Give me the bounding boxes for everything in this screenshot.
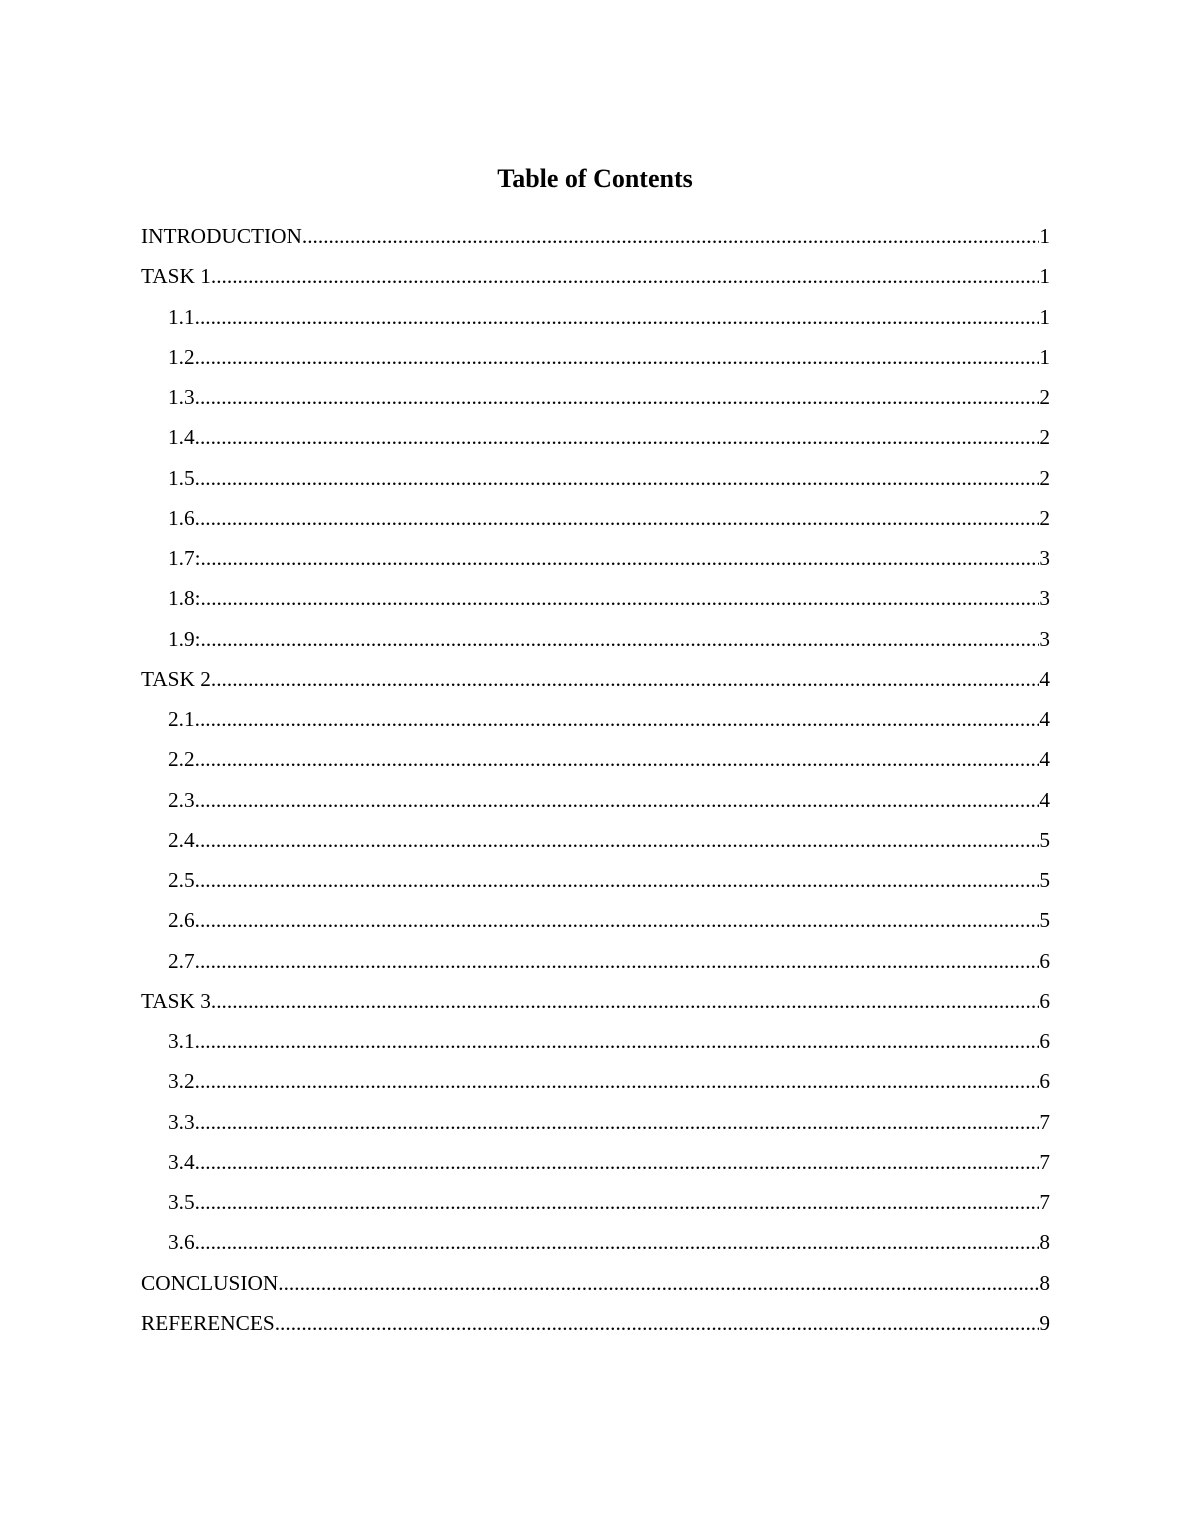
toc-dot-leader xyxy=(195,902,1040,938)
toc-entry-page-number: 2 xyxy=(1039,385,1050,409)
toc-entry[interactable] xyxy=(141,379,1050,419)
toc-entry[interactable] xyxy=(141,580,1050,620)
toc-entry-label: TASK 2 xyxy=(141,666,211,691)
toc-entry[interactable] xyxy=(141,299,1050,339)
page-title: Table of Contents xyxy=(497,164,693,193)
toc-entry[interactable] xyxy=(141,1063,1050,1103)
toc-entry-page-number: 5 xyxy=(1039,827,1050,852)
toc-entry-label: 1.3 xyxy=(168,385,195,409)
toc-entry-label: REFERENCES xyxy=(141,1310,275,1335)
toc-entry-page-number: 6 xyxy=(1039,1069,1050,1094)
toc-dot-leader xyxy=(195,339,1040,375)
toc-entry-page-number: 4 xyxy=(1039,707,1050,731)
toc-dot-leader xyxy=(195,862,1040,898)
toc-entry-page-number: 5 xyxy=(1039,868,1050,892)
toc-dot-leader xyxy=(201,621,1040,657)
toc-entry[interactable] xyxy=(141,902,1050,942)
toc-dot-leader xyxy=(195,1023,1040,1059)
toc-entry-page-number: 1 xyxy=(1039,264,1050,289)
toc-entry-page-number: 7 xyxy=(1039,1109,1050,1134)
toc-entry[interactable] xyxy=(141,1184,1050,1224)
toc-dot-leader xyxy=(195,741,1040,777)
toc-entry-page-number: 6 xyxy=(1039,948,1050,973)
toc-dot-leader xyxy=(195,943,1040,979)
toc-dot-leader xyxy=(195,701,1040,737)
toc-entry-label: 3.2 xyxy=(168,1069,195,1094)
toc-entry-page-number: 7 xyxy=(1039,1149,1050,1174)
toc-entry[interactable] xyxy=(141,460,1050,500)
toc-entry-label: 3.5 xyxy=(168,1190,195,1214)
toc-entry[interactable] xyxy=(141,943,1050,983)
toc-dot-leader xyxy=(195,1184,1040,1220)
toc-entry-page-number: 4 xyxy=(1039,666,1050,691)
toc-entry-label: 3.3 xyxy=(168,1109,195,1134)
toc-entry-page-number: 5 xyxy=(1039,908,1050,933)
toc-entry-label: 2.5 xyxy=(168,868,195,892)
toc-entry-label: TASK 3 xyxy=(141,988,211,1013)
toc-entry-label: TASK 1 xyxy=(141,264,211,289)
toc-entry-label: 1.9: xyxy=(168,626,201,651)
toc-dot-leader xyxy=(195,1063,1040,1099)
toc-entry-label: 1.1 xyxy=(168,304,195,329)
toc-entry[interactable] xyxy=(141,862,1050,902)
toc-dot-leader xyxy=(211,983,1039,1019)
toc-entry[interactable] xyxy=(141,1104,1050,1144)
toc-dot-leader xyxy=(211,661,1039,697)
toc-entry-page-number: 3 xyxy=(1039,546,1050,570)
toc-list xyxy=(141,218,1050,1345)
toc-dot-leader xyxy=(195,1144,1040,1180)
toc-entry-page-number: 6 xyxy=(1039,1029,1050,1053)
toc-entry-page-number: 3 xyxy=(1039,626,1050,651)
toc-entry[interactable] xyxy=(141,661,1050,701)
toc-entry-label: INTRODUCTION xyxy=(141,224,302,248)
toc-entry-page-number: 1 xyxy=(1039,344,1050,369)
toc-entry-label: 3.1 xyxy=(168,1029,195,1053)
toc-entry[interactable] xyxy=(141,1224,1050,1264)
toc-entry-label: 1.4 xyxy=(168,425,195,450)
toc-entry[interactable] xyxy=(141,339,1050,379)
toc-dot-leader xyxy=(275,1305,1040,1341)
toc-entry-label: 2.3 xyxy=(168,787,195,812)
toc-dot-leader xyxy=(195,1104,1040,1140)
toc-entry[interactable] xyxy=(141,419,1050,459)
toc-entry-page-number: 7 xyxy=(1039,1190,1050,1214)
toc-entry[interactable] xyxy=(141,1023,1050,1063)
toc-entry[interactable] xyxy=(141,218,1050,258)
toc-entry-label: 2.4 xyxy=(168,827,195,852)
toc-entry-page-number: 9 xyxy=(1039,1310,1050,1335)
toc-entry-label: 3.6 xyxy=(168,1230,195,1255)
toc-dot-leader xyxy=(278,1265,1039,1301)
toc-entry-label: 1.6 xyxy=(168,505,195,530)
toc-entry-label: 1.7: xyxy=(168,546,201,570)
toc-entry-page-number: 3 xyxy=(1039,586,1050,611)
toc-entry[interactable] xyxy=(141,1265,1050,1305)
toc-entry-label: 1.5 xyxy=(168,465,195,490)
toc-entry[interactable] xyxy=(141,540,1050,580)
toc-entry-page-number: 4 xyxy=(1039,787,1050,812)
toc-dot-leader xyxy=(302,218,1039,254)
toc-entry[interactable] xyxy=(141,782,1050,822)
toc-entry-page-number: 4 xyxy=(1039,747,1050,772)
toc-dot-leader xyxy=(211,258,1039,294)
toc-entry-label: 1.8: xyxy=(168,586,201,611)
toc-entry-page-number: 2 xyxy=(1039,425,1050,450)
toc-entry[interactable] xyxy=(141,500,1050,540)
toc-dot-leader xyxy=(201,540,1040,576)
toc-entry[interactable] xyxy=(141,621,1050,661)
toc-dot-leader xyxy=(195,500,1040,536)
toc-dot-leader xyxy=(195,782,1040,818)
toc-dot-leader xyxy=(201,580,1040,616)
toc-dot-leader xyxy=(195,299,1040,335)
toc-entry[interactable] xyxy=(141,1305,1050,1345)
toc-entry-label: 2.6 xyxy=(168,908,195,933)
toc-entry-page-number: 1 xyxy=(1039,224,1050,248)
toc-dot-leader xyxy=(195,1224,1040,1260)
toc-entry-label: CONCLUSION xyxy=(141,1270,279,1295)
toc-dot-leader xyxy=(195,419,1040,455)
toc-entry-label: 2.7 xyxy=(168,948,195,973)
toc-entry[interactable] xyxy=(141,258,1050,298)
toc-entry-page-number: 2 xyxy=(1039,505,1050,530)
toc-entry[interactable] xyxy=(141,741,1050,781)
toc-dot-leader xyxy=(195,379,1040,415)
toc-entry[interactable] xyxy=(141,822,1050,862)
toc-entry-page-number: 6 xyxy=(1039,988,1050,1013)
toc-dot-leader xyxy=(195,822,1040,858)
toc-entry-page-number: 8 xyxy=(1039,1230,1050,1255)
toc-entry-page-number: 2 xyxy=(1039,465,1050,490)
toc-entry-label: 1.2 xyxy=(168,344,195,369)
toc-entry-page-number: 8 xyxy=(1039,1270,1050,1295)
toc-entry-page-number: 1 xyxy=(1039,304,1050,329)
toc-entry-label: 2.2 xyxy=(168,747,195,772)
toc-entry[interactable] xyxy=(141,983,1050,1023)
toc-entry-label: 3.4 xyxy=(168,1149,195,1174)
toc-entry-label: 2.1 xyxy=(168,707,195,731)
toc-entry[interactable] xyxy=(141,1144,1050,1184)
toc-dot-leader xyxy=(195,460,1040,496)
toc-entry[interactable] xyxy=(141,701,1050,741)
